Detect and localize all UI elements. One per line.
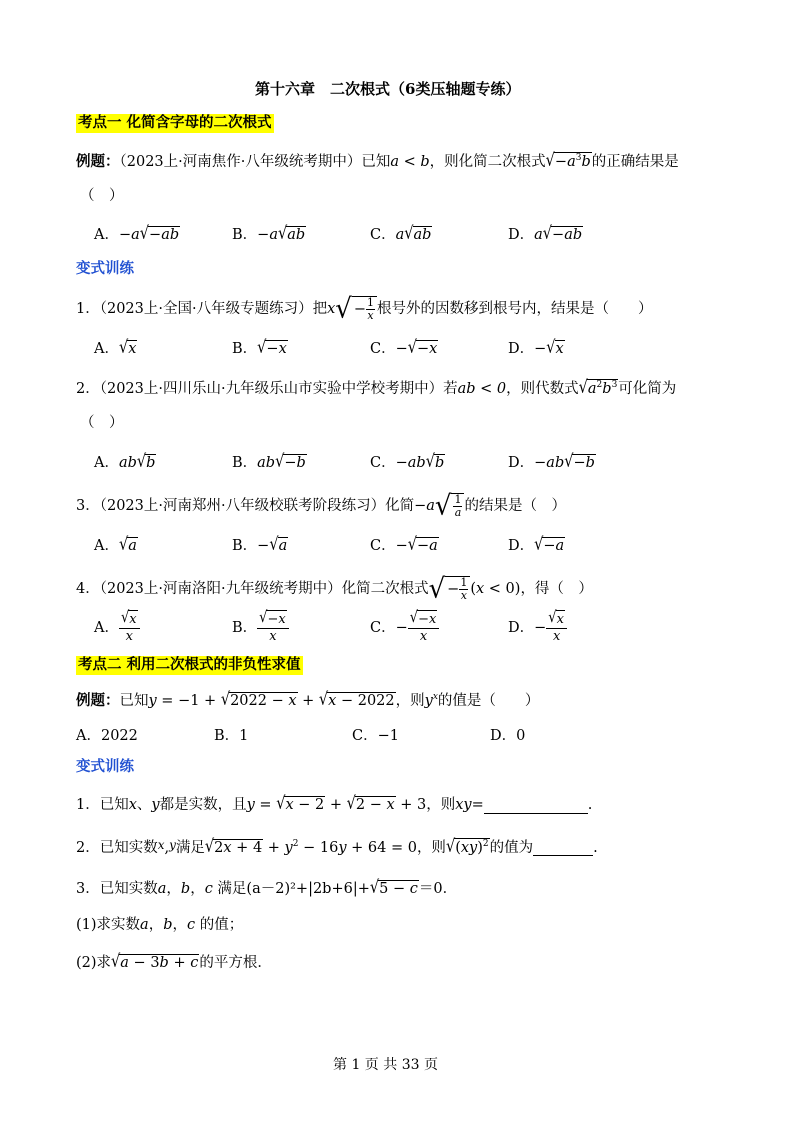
option-c-label: C． xyxy=(370,619,396,636)
example-2-text: 已知 xyxy=(119,693,149,709)
question-2: 2．（2023上·四川乐山·九年级乐山市实验中学校考期中）若ab < 0，则代数式$√a^2b^3$可化简为 xyxy=(76,377,677,397)
option-b-label: B． xyxy=(232,455,258,471)
option-b-label: B． xyxy=(232,619,258,636)
option-d-label: D． xyxy=(508,538,535,554)
p3-end: ＝0． xyxy=(418,881,458,897)
question-1: 1．（2023上·全国·八年级专题练习）把x√ − $\frac{1}{x}$ 根号外的因数移到根号内，结果是（ ） xyxy=(76,293,653,325)
example-condition: a < b xyxy=(390,153,430,170)
question-3: 3．（2023上·河南郑州·八年级校联考阶段练习）化简−a√ $\frac{1}{a}$ 的结果是（ ） xyxy=(76,490,566,522)
page-footer: 第 1 页 共 33 页 xyxy=(333,1057,438,1073)
p3-text: 3．已知实数 xyxy=(76,881,158,897)
option-d-label: D． xyxy=(508,341,535,357)
option-row-q3: A．√a B．−√a C．−√−a D．√−a xyxy=(94,534,565,555)
p3-sub1: (1)求实数 xyxy=(76,917,141,933)
p2-end2: 的值为 xyxy=(489,839,534,856)
p2-end: ，则 xyxy=(416,839,446,856)
option-c-label: C． xyxy=(370,341,396,357)
example-end: 的正确结果是 xyxy=(591,153,679,170)
example-2-end2: 的值是（ ） xyxy=(437,693,540,709)
option-b: B．1 xyxy=(214,728,249,744)
question-4: 4．（2023上·河南洛阳·九年级统考期中）化简二次根式√ − $\frac{1}{x}$ (x < 0)，得（ ） xyxy=(76,573,593,605)
option-a: A．2022 xyxy=(76,728,138,744)
p1-end: ，则 xyxy=(426,797,456,813)
practice-1: 1．已知x、y都是实数，且y = √x − 2 + √2 − x + 3，则xy= . xyxy=(76,793,593,814)
p1-mid: 都是实数，且 xyxy=(159,797,247,813)
p3-sub1-end: 的值； xyxy=(199,917,244,933)
example-label: 例题： xyxy=(76,692,120,709)
sqrt-expr: $√-a^3b$ xyxy=(545,150,591,170)
option-row-q1: A．√x B．√−x C．−√−x D．−√x xyxy=(94,337,564,358)
option-c-label: C． xyxy=(370,538,396,554)
option-a-label: A． xyxy=(94,455,119,471)
q3-end: 的结果是（ ） xyxy=(464,498,566,515)
q3-text: 3．（2023上·河南郑州·八年级校联考阶段练习）化简 xyxy=(76,498,415,515)
p2-mid: 满足 xyxy=(175,839,205,856)
option-d-label: D． xyxy=(508,619,535,636)
option-row-ex2 xyxy=(76,729,525,744)
practice-3: 3．已知实数a，b，c 满足(a－2)²+|2b+6|+√5 − c＝0． xyxy=(76,877,458,898)
p3-mid: 满足(a－2)²+|2b+6|+ xyxy=(217,881,370,897)
section-heading-2: 考点二 利用二次根式的非负性求值 xyxy=(78,656,301,673)
option-row-q2: A．ab√b B．ab√−b C．−ab√b D．−ab√−b xyxy=(94,451,595,472)
q1-end: 根号外的因数移到根号内，结果是（ ） xyxy=(377,301,653,318)
option-d: D．0 xyxy=(490,728,526,744)
option-row-q4: A． $\frac{√x}{x}$ B． $\frac{√-x}{x}$ C．− $\frac{√-x}{x}$ D．− $\frac{√x}{x}$ xyxy=(94,610,567,646)
option-b-label: B． xyxy=(232,227,258,243)
answer-paren-q2: （ ） xyxy=(80,415,124,431)
example-mid: ，则化简二次根式 xyxy=(429,153,546,170)
option-c-label: C． xyxy=(370,227,396,243)
q1-text: 1．（2023上·全国·八年级专题练习）把 xyxy=(76,301,328,318)
p2-text: 2．已知实数 xyxy=(76,839,158,856)
example-2: 例题：已知y = −1 + √2022 − x + √x − 2022，则$y^x$的值是（ ） xyxy=(76,689,540,710)
option-a-label: A． xyxy=(94,619,119,636)
example-1 xyxy=(76,152,679,169)
option-a-label: A． xyxy=(94,227,119,243)
option-b-label: B． xyxy=(232,341,258,357)
practice-3-sub2: (2)求√a − 3b + c的平方根． xyxy=(76,951,272,972)
page-title: 第十六章 二次根式（6类压轴题专练） xyxy=(255,80,521,98)
q2-mid: ，则代数式 xyxy=(506,380,579,397)
option-row-ex1: A．−a√−ab B．−a√ab C．a√ab D．a√−ab xyxy=(94,223,583,244)
option-c: C．−1 xyxy=(352,728,399,744)
practice-label-2: 变式训练 xyxy=(76,758,134,775)
answer-paren: （ ） xyxy=(80,188,124,204)
example-2-end: ，则 xyxy=(395,693,425,709)
option-c-label: C． xyxy=(370,455,396,471)
practice-label-1: 变式训练 xyxy=(76,260,134,277)
section-heading-1: 考点一 化简含字母的二次根式 xyxy=(78,114,272,131)
p1-text: 1．已知 xyxy=(76,797,129,813)
example-label: 例题： xyxy=(76,152,120,170)
option-d-label: D． xyxy=(508,227,535,243)
answer-blank-2[interactable] xyxy=(533,841,593,857)
p3-sub2: (2)求 xyxy=(76,955,112,971)
option-d-label: D． xyxy=(508,455,535,471)
q4-text: 4．（2023上·河南洛阳·九年级统考期中）化简二次根式 xyxy=(76,581,429,598)
practice-3-sub1: (1)求实数a，b，c 的值； xyxy=(76,917,244,933)
option-b-label: B． xyxy=(232,538,258,554)
practice-2: 2．已知实数$^x$,$^y$满足$√2x + 4 + y^2 - 16y + 64 = 0$，则√(xy)$^2$的值为 . xyxy=(76,836,598,856)
q2-text: 2．（2023上·四川乐山·九年级乐山市实验中学校考期中）若 xyxy=(76,380,458,397)
option-a-label: A． xyxy=(94,341,119,357)
answer-blank-1[interactable] xyxy=(484,798,588,814)
q4-end: ，得（ ） xyxy=(520,581,593,598)
example-source: （2023上·河南焦作·八年级统考期中）已知 xyxy=(119,153,391,170)
q2-end: 可化简为 xyxy=(618,380,677,397)
option-a-label: A． xyxy=(94,538,119,554)
p3-sub2-end: 的平方根． xyxy=(199,955,272,971)
q2-condition: ab < 0 xyxy=(457,380,507,397)
